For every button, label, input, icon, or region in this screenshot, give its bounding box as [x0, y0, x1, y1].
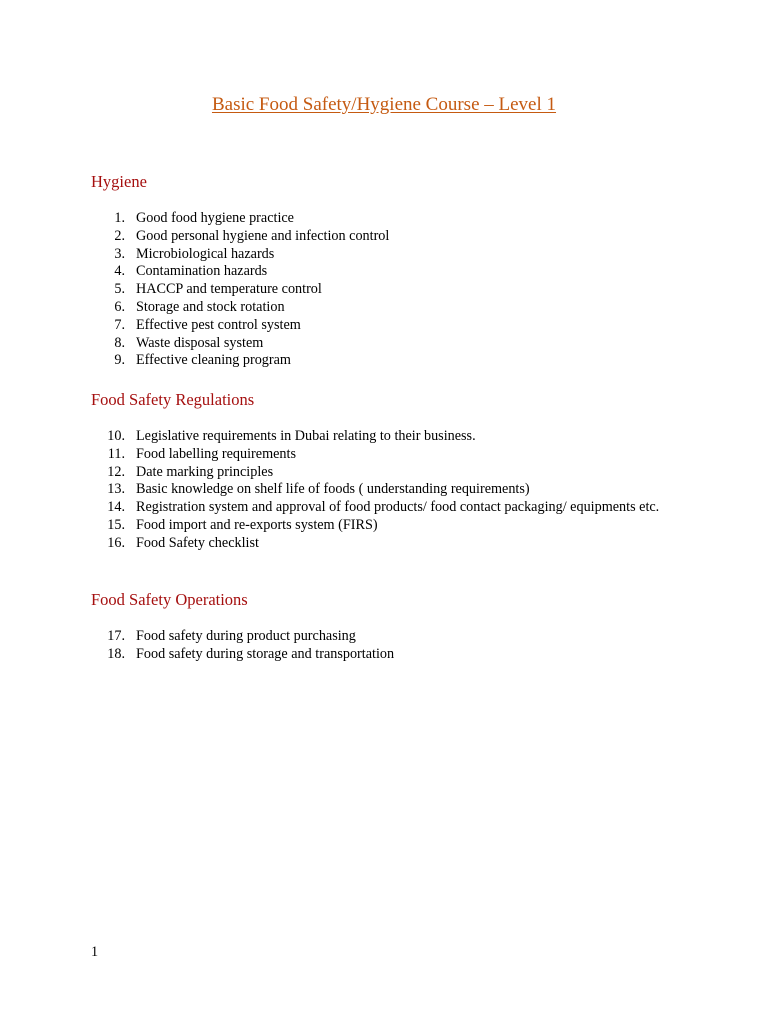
list-item — [0, 352, 768, 370]
list-item-number: 5. — [114, 281, 125, 298]
list-item-number: 14. — [107, 499, 125, 516]
hygiene-topic-list — [0, 210, 768, 370]
list-item-number: 16. — [107, 534, 125, 551]
list-item — [0, 317, 768, 335]
list-item-text: Storage and stock rotation — [136, 298, 285, 315]
section-heading-operations: Food Safety Operations — [91, 590, 248, 609]
list-item-text: Basic knowledge on shelf life of foods ( understanding requirements) — [136, 481, 530, 498]
list-item-number: 1. — [114, 210, 125, 226]
page-number: 1 — [91, 944, 99, 960]
list-item — [0, 335, 768, 353]
list-item-number: 2. — [114, 227, 125, 244]
list-item-text: Effective cleaning program — [136, 352, 291, 369]
list-item-number: 17. — [107, 628, 125, 644]
list-item-number: 18. — [107, 645, 125, 662]
list-item — [0, 481, 768, 499]
list-item — [0, 464, 768, 482]
list-item-text: Contamination hazards — [136, 263, 268, 280]
operations-topic-list — [0, 628, 768, 664]
list-item — [0, 299, 768, 317]
list-item — [0, 428, 768, 446]
list-item-number: 10. — [107, 428, 125, 444]
list-item-text: Food safety during product purchasing — [136, 628, 356, 644]
list-item-text: Microbiological hazards — [136, 245, 275, 262]
list-item-number: 6. — [114, 298, 125, 315]
list-item-text: HACCP and temperature control — [136, 281, 322, 298]
list-item-number: 4. — [114, 263, 125, 280]
list-item — [0, 628, 768, 646]
list-item-number: 11. — [107, 445, 125, 462]
list-item-text: Legislative requirements in Dubai relating to their business. — [136, 428, 476, 444]
list-item — [0, 246, 768, 264]
list-item — [0, 263, 768, 281]
section-heading-regulations: Food Safety Regulations — [91, 390, 255, 409]
list-item-number: 8. — [114, 334, 125, 351]
list-item-text: Good food hygiene practice — [136, 210, 294, 226]
list-item-number: 15. — [107, 516, 125, 533]
list-item-number: 3. — [114, 245, 125, 262]
list-item-text: Food safety during storage and transportation — [136, 645, 395, 662]
list-item-text: Food import and re-exports system (FIRS) — [136, 516, 378, 533]
list-item-text: Effective pest control system — [136, 316, 301, 333]
list-item-text: Good personal hygiene and infection control — [136, 227, 390, 244]
regulations-topic-list — [0, 428, 768, 553]
document-title: Basic Food Safety/Hygiene Course – Level 1 — [211, 94, 557, 115]
list-item-text: Registration system and approval of food products/ food contact packaging/ equipments etc. — [136, 499, 660, 516]
list-item-number: 13. — [107, 481, 125, 498]
list-item-text: Food Safety checklist — [136, 534, 259, 551]
list-item — [0, 535, 768, 553]
list-item — [0, 446, 768, 464]
section-heading-hygiene: Hygiene — [91, 172, 147, 191]
list-item — [0, 517, 768, 535]
list-item-text: Waste disposal system — [136, 334, 264, 351]
list-item-text: Date marking principles — [136, 463, 274, 480]
list-item — [0, 210, 768, 228]
list-item — [0, 281, 768, 299]
list-item — [0, 499, 768, 517]
list-item-text: Food labelling requirements — [136, 445, 296, 462]
list-item — [0, 228, 768, 246]
list-item — [0, 646, 768, 664]
list-item-number: 9. — [114, 352, 125, 369]
list-item-number: 7. — [114, 316, 125, 333]
list-item-number: 12. — [107, 463, 125, 480]
